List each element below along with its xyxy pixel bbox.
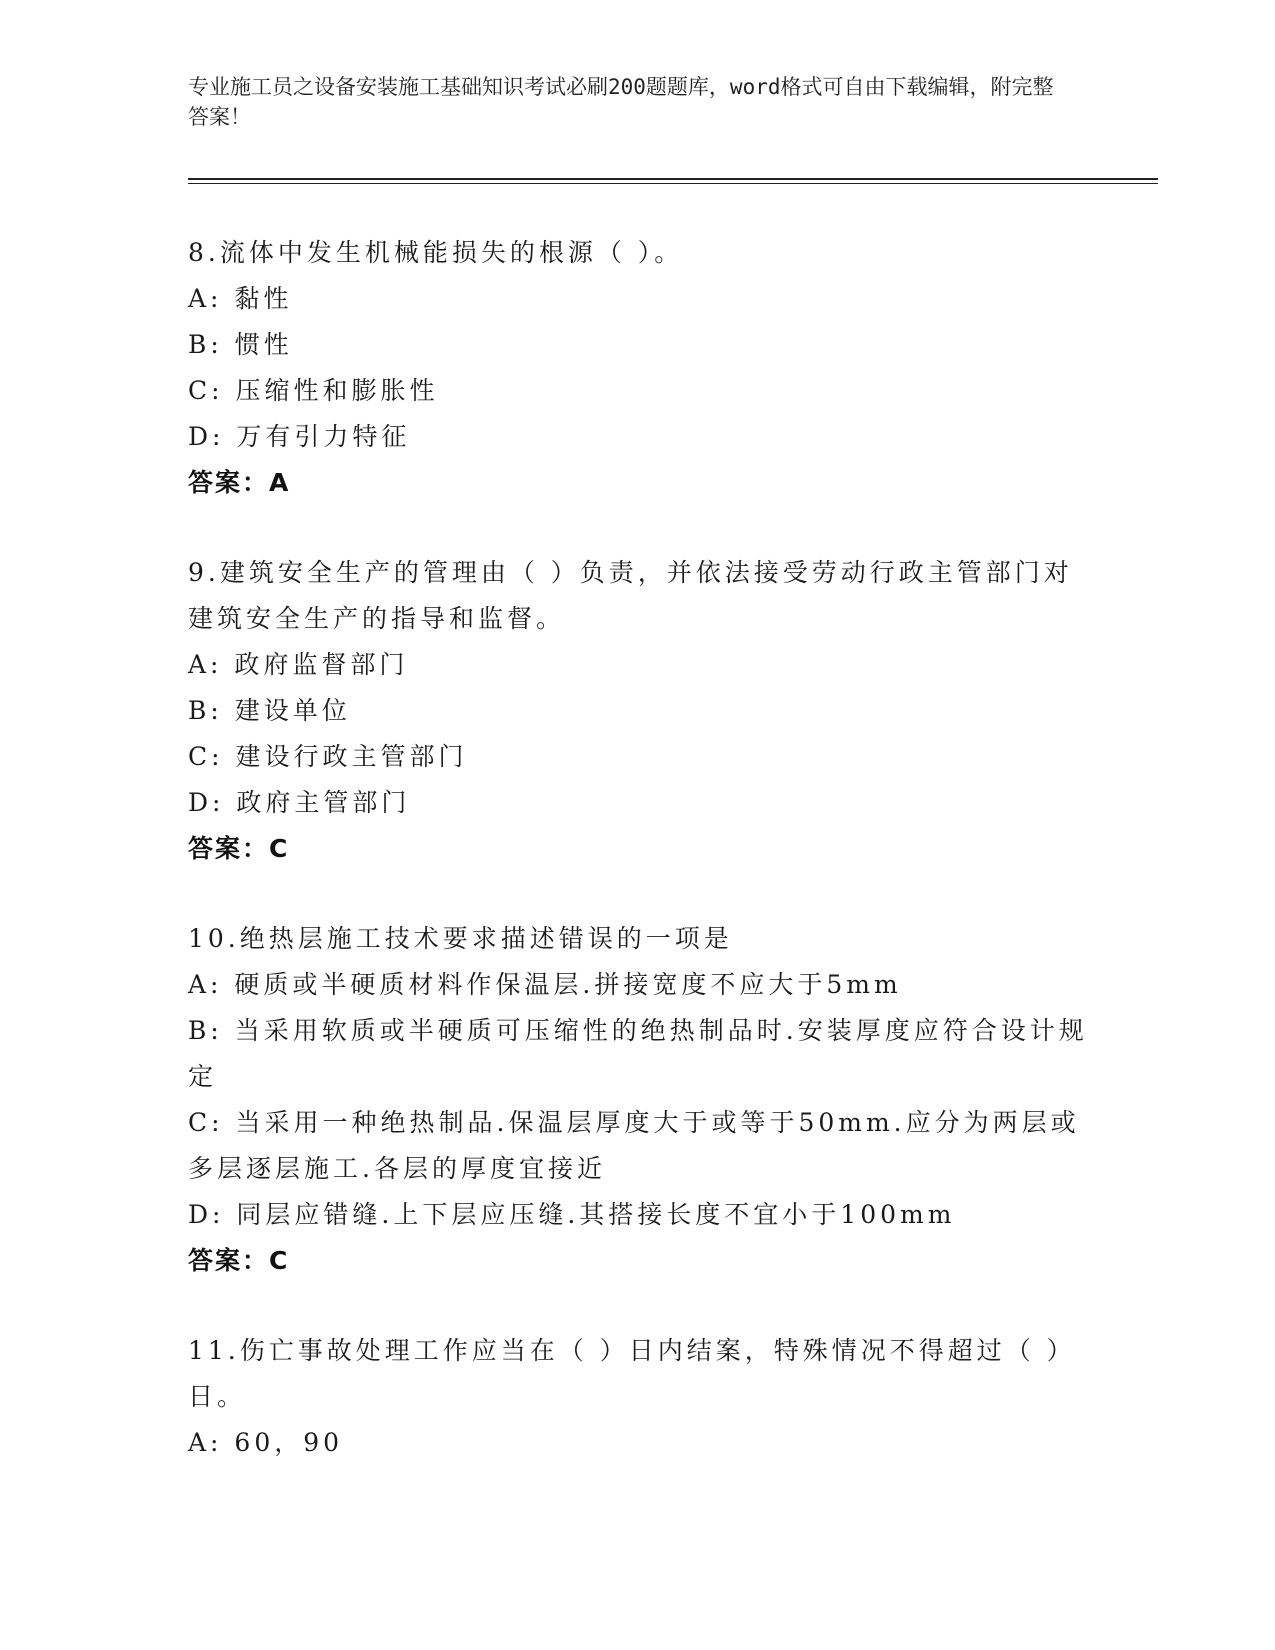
option-d: D: 万有引力特征 (188, 422, 411, 451)
option-b: B: 当采用软质或半硬质可压缩性的绝热制品时.安装厚度应符合设计规定 (188, 1016, 1088, 1091)
option-c: C: 当采用一种绝热制品.保温层厚度大于或等于50mm.应分为两层或多层逐层施工.各层的厚度宜接近 (188, 1108, 1080, 1183)
question-list (188, 230, 1088, 1510)
option-c: C: 压缩性和膨胀性 (188, 376, 439, 405)
option-a: A: 60，90 (188, 1428, 344, 1457)
question-stem: 8.流体中发生机械能损失的根源（ ）。 (188, 238, 684, 267)
question-9 (188, 550, 1088, 872)
option-a: A: 硬质或半硬质材料作保温层.拼接宽度不应大于5mm (188, 970, 902, 999)
answer-label: 答案：C (188, 834, 290, 863)
option-b: B: 惯性 (188, 330, 293, 359)
answer-label: 答案：C (188, 1246, 290, 1275)
question-stem: 9.建筑安全生产的管理由（ ）负责，并依法接受劳动行政主管部门对建筑安全生产的指导和监督。 (188, 558, 1073, 633)
option-d: D: 同层应错缝.上下层应压缝.其搭接长度不宜小于100mm (188, 1200, 956, 1229)
option-a: A: 政府监督部门 (188, 650, 409, 679)
question-11 (188, 1328, 1088, 1466)
option-a: A: 黏性 (188, 284, 293, 313)
option-c: C: 建设行政主管部门 (188, 742, 468, 771)
option-d: D: 政府主管部门 (188, 788, 411, 817)
question-stem: 10.绝热层施工技术要求描述错误的一项是 (188, 924, 733, 953)
question-10 (188, 916, 1088, 1284)
answer-label: 答案：A (188, 468, 291, 497)
option-b: B: 建设单位 (188, 696, 351, 725)
document-header (188, 72, 1068, 132)
header-divider-thick (188, 178, 1158, 180)
question-8 (188, 230, 1088, 506)
question-stem: 11.伤亡事故处理工作应当在（ ）日内结案，特殊情况不得超过（ ）日。 (188, 1336, 1076, 1411)
header-divider-thin (188, 183, 1158, 184)
header-text: 专业施工员之设备安装施工基础知识考试必刷200题题库，word格式可自由下载编辑，附完整答案！ (188, 75, 1054, 129)
